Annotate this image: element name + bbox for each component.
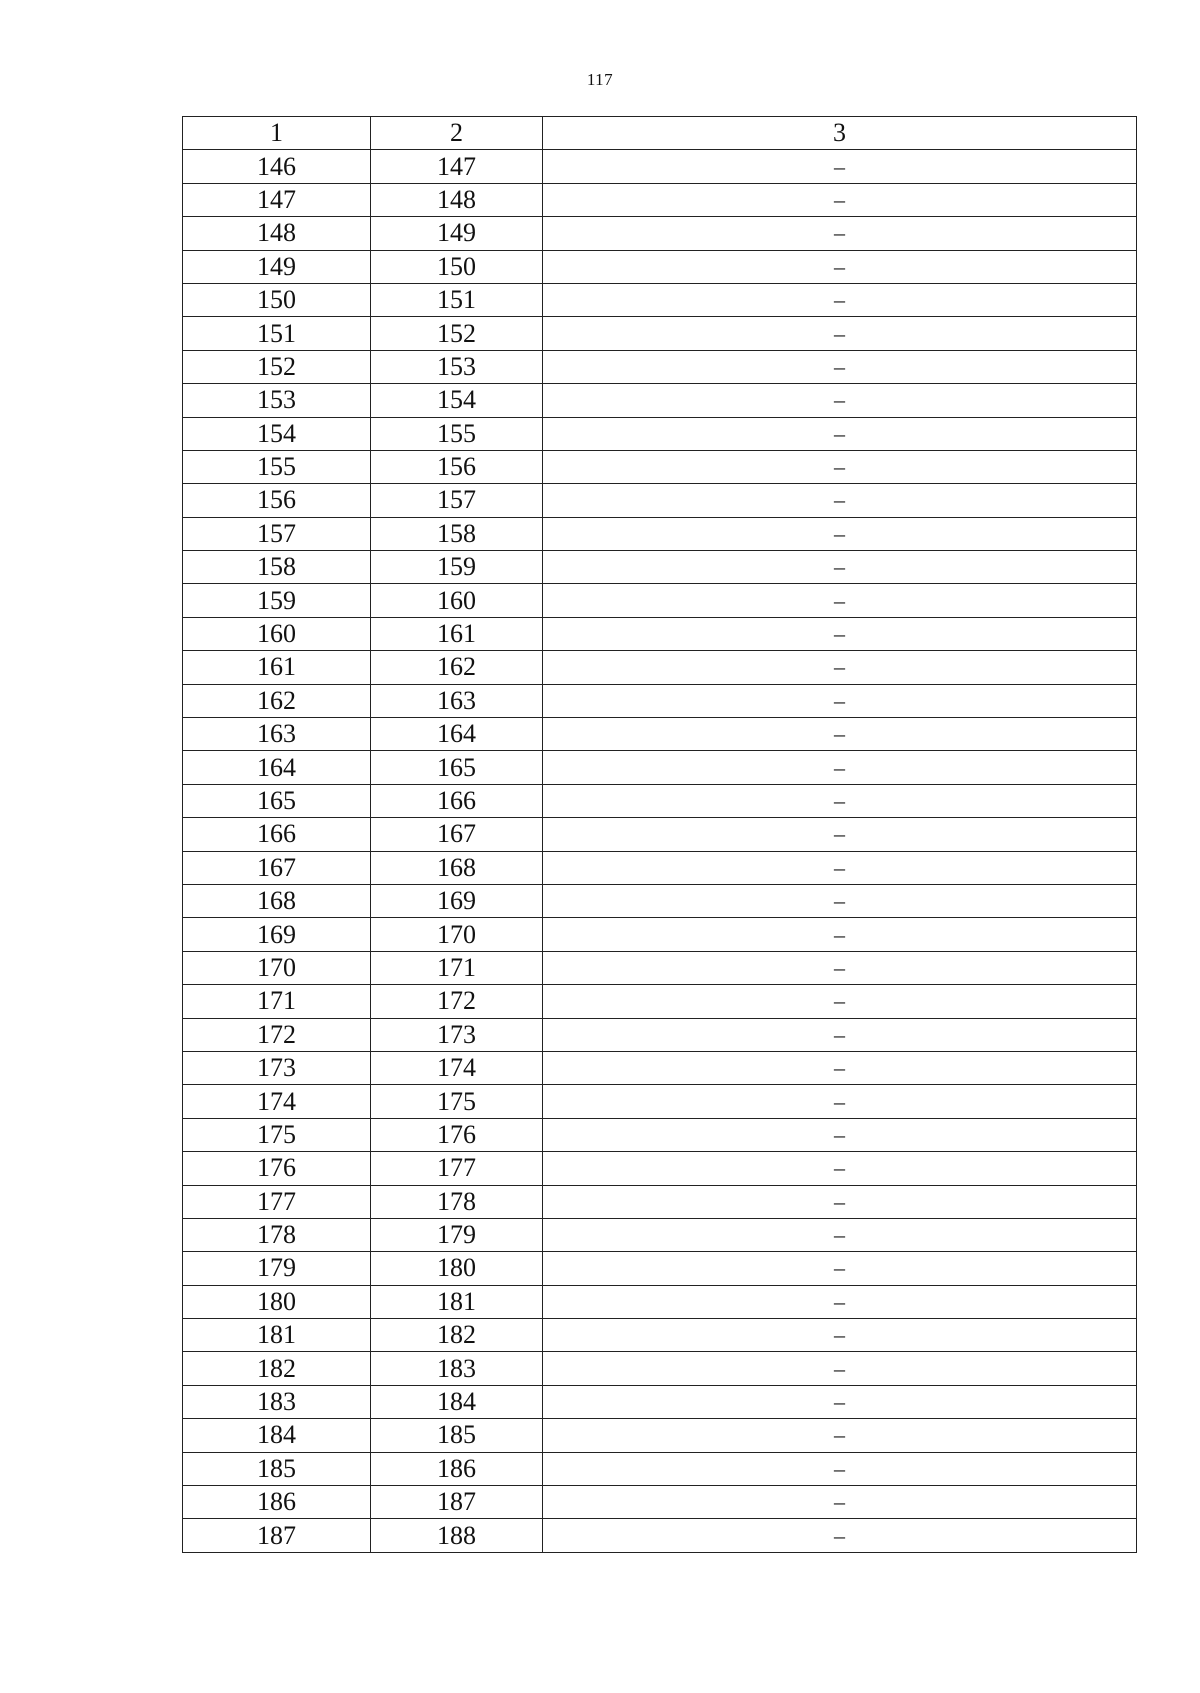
table-cell-col-1: 183 (183, 1385, 371, 1418)
table-cell-col-3: – (543, 684, 1137, 717)
table-row (183, 1419, 1137, 1452)
table-cell-col-3: – (543, 751, 1137, 784)
table-cell-col-3: – (543, 1285, 1137, 1318)
table-row (183, 718, 1137, 751)
column-header-1: 1 (183, 117, 371, 150)
table-cell-col-2: 186 (371, 1452, 543, 1485)
table-cell-col-3: – (543, 517, 1137, 550)
table-cell-col-1: 175 (183, 1118, 371, 1151)
table-cell-col-3: – (543, 951, 1137, 984)
table-cell-col-3: – (543, 1085, 1137, 1118)
table-cell-col-2: 157 (371, 484, 543, 517)
table-cell-col-3: – (543, 350, 1137, 383)
table-cell-col-2: 148 (371, 183, 543, 216)
table-cell-col-1: 172 (183, 1018, 371, 1051)
table-row (183, 517, 1137, 550)
table-cell-col-1: 164 (183, 751, 371, 784)
table-cell-col-1: 171 (183, 985, 371, 1018)
table-cell-col-3: – (543, 784, 1137, 817)
table-cell-col-2: 163 (371, 684, 543, 717)
table-cell-col-2: 161 (371, 617, 543, 650)
table-row (183, 1319, 1137, 1352)
table-row (183, 1051, 1137, 1084)
page-number: 117 (586, 70, 614, 89)
table-row (183, 350, 1137, 383)
table-cell-col-3: – (543, 150, 1137, 183)
table-cell-col-1: 180 (183, 1285, 371, 1318)
table-row (183, 1486, 1137, 1519)
table-cell-col-3: – (543, 283, 1137, 316)
table-row (183, 217, 1137, 250)
table-cell-col-1: 154 (183, 417, 371, 450)
table-cell-col-1: 176 (183, 1152, 371, 1185)
table-row (183, 283, 1137, 316)
table-cell-col-2: 165 (371, 751, 543, 784)
table-row (183, 584, 1137, 617)
table-row (183, 384, 1137, 417)
table-cell-col-2: 176 (371, 1118, 543, 1151)
table-cell-col-2: 149 (371, 217, 543, 250)
table-cell-col-2: 147 (371, 150, 543, 183)
table-cell-col-1: 162 (183, 684, 371, 717)
column-header-2: 2 (371, 117, 543, 150)
table-cell-col-1: 167 (183, 851, 371, 884)
table-cell-col-1: 184 (183, 1419, 371, 1452)
table-cell-col-1: 182 (183, 1352, 371, 1385)
table-cell-col-1: 179 (183, 1252, 371, 1285)
table-cell-col-2: 171 (371, 951, 543, 984)
table-cell-col-1: 166 (183, 818, 371, 851)
table-row (183, 651, 1137, 684)
table-cell-col-3: – (543, 551, 1137, 584)
table-cell-col-2: 178 (371, 1185, 543, 1218)
table-cell-col-3: – (543, 250, 1137, 283)
table-cell-col-3: – (543, 1152, 1137, 1185)
table-cell-col-2: 160 (371, 584, 543, 617)
table-cell-col-2: 170 (371, 918, 543, 951)
table-cell-col-2: 159 (371, 551, 543, 584)
table-cell-col-2: 181 (371, 1285, 543, 1318)
table-cell-col-3: – (543, 1218, 1137, 1251)
table-row (183, 1352, 1137, 1385)
table-cell-col-3: – (543, 1185, 1137, 1218)
table-row (183, 918, 1137, 951)
table-cell-col-2: 173 (371, 1018, 543, 1051)
table-row (183, 183, 1137, 216)
table-cell-col-2: 185 (371, 1419, 543, 1452)
table-cell-col-1: 155 (183, 450, 371, 483)
table-row (183, 818, 1137, 851)
table-row (183, 684, 1137, 717)
table-cell-col-2: 152 (371, 317, 543, 350)
table-cell-col-1: 153 (183, 384, 371, 417)
table-cell-col-2: 175 (371, 1085, 543, 1118)
table-cell-col-1: 158 (183, 551, 371, 584)
table-cell-col-1: 150 (183, 283, 371, 316)
table-row (183, 450, 1137, 483)
table-cell-col-3: – (543, 1051, 1137, 1084)
table-row (183, 1018, 1137, 1051)
table-cell-col-2: 174 (371, 1051, 543, 1084)
table-cell-col-3: – (543, 851, 1137, 884)
table-cell-col-2: 184 (371, 1385, 543, 1418)
table-cell-col-3: – (543, 417, 1137, 450)
table-row (183, 751, 1137, 784)
table-cell-col-3: – (543, 1352, 1137, 1385)
table-cell-col-2: 168 (371, 851, 543, 884)
table-cell-col-1: 170 (183, 951, 371, 984)
table-row (183, 417, 1137, 450)
table-cell-col-3: – (543, 584, 1137, 617)
table-cell-col-3: – (543, 384, 1137, 417)
table-cell-col-3: – (543, 183, 1137, 216)
table-row (183, 1519, 1137, 1552)
table-cell-col-1: 156 (183, 484, 371, 517)
table-row (183, 1085, 1137, 1118)
table-cell-col-1: 185 (183, 1452, 371, 1485)
table-cell-col-3: – (543, 651, 1137, 684)
table-row (183, 1285, 1137, 1318)
table-cell-col-2: 182 (371, 1319, 543, 1352)
table-cell-col-1: 152 (183, 350, 371, 383)
table-cell-col-1: 181 (183, 1319, 371, 1352)
table-cell-col-2: 150 (371, 250, 543, 283)
table-cell-col-3: – (543, 1452, 1137, 1485)
table-row (183, 617, 1137, 650)
table-cell-col-3: – (543, 450, 1137, 483)
table-cell-col-1: 146 (183, 150, 371, 183)
table-cell-col-1: 159 (183, 584, 371, 617)
table-cell-col-1: 186 (183, 1486, 371, 1519)
table-cell-col-3: – (543, 1018, 1137, 1051)
table-cell-col-1: 168 (183, 884, 371, 917)
table-header (183, 117, 1137, 150)
table-cell-col-1: 178 (183, 1218, 371, 1251)
table-row (183, 851, 1137, 884)
table-cell-col-2: 153 (371, 350, 543, 383)
table-cell-col-2: 183 (371, 1352, 543, 1385)
table-row (183, 1252, 1137, 1285)
table-cell-col-2: 155 (371, 417, 543, 450)
table-cell-col-1: 157 (183, 517, 371, 550)
table-cell-col-2: 179 (371, 1218, 543, 1251)
table-cell-col-3: – (543, 484, 1137, 517)
table-cell-col-3: – (543, 818, 1137, 851)
table-cell-col-2: 164 (371, 718, 543, 751)
table-row (183, 1385, 1137, 1418)
table-row (183, 951, 1137, 984)
table-cell-col-3: – (543, 1118, 1137, 1151)
table-cell-col-1: 151 (183, 317, 371, 350)
table-cell-col-2: 187 (371, 1486, 543, 1519)
table-cell-col-2: 156 (371, 450, 543, 483)
table-container (182, 116, 1136, 1553)
table-cell-col-3: – (543, 1385, 1137, 1418)
table-cell-col-3: – (543, 884, 1137, 917)
table-cell-col-3: – (543, 217, 1137, 250)
header-row (183, 117, 1137, 150)
table-cell-col-3: – (543, 1519, 1137, 1552)
table-cell-col-3: – (543, 617, 1137, 650)
table-row (183, 1218, 1137, 1251)
table-cell-col-1: 165 (183, 784, 371, 817)
table-row (183, 1185, 1137, 1218)
table-cell-col-1: 177 (183, 1185, 371, 1218)
table-row (183, 250, 1137, 283)
table-cell-col-2: 180 (371, 1252, 543, 1285)
table-cell-col-3: – (543, 718, 1137, 751)
table-cell-col-2: 169 (371, 884, 543, 917)
table-cell-col-3: – (543, 1486, 1137, 1519)
table-cell-col-1: 173 (183, 1051, 371, 1084)
table-cell-col-1: 174 (183, 1085, 371, 1118)
column-header-3: 3 (543, 117, 1137, 150)
table-row (183, 1118, 1137, 1151)
table-row (183, 1152, 1137, 1185)
table-cell-col-3: – (543, 918, 1137, 951)
table-cell-col-1: 149 (183, 250, 371, 283)
table-cell-col-1: 148 (183, 217, 371, 250)
table-cell-col-3: – (543, 985, 1137, 1018)
table-cell-col-2: 177 (371, 1152, 543, 1185)
data-table (182, 116, 1137, 1553)
table-cell-col-2: 166 (371, 784, 543, 817)
table-cell-col-2: 154 (371, 384, 543, 417)
table-row (183, 784, 1137, 817)
table-cell-col-1: 161 (183, 651, 371, 684)
table-cell-col-3: – (543, 1252, 1137, 1285)
table-body (183, 150, 1137, 1552)
table-cell-col-3: – (543, 1419, 1137, 1452)
table-cell-col-3: – (543, 317, 1137, 350)
table-cell-col-1: 187 (183, 1519, 371, 1552)
table-cell-col-1: 163 (183, 718, 371, 751)
table-row (183, 1452, 1137, 1485)
table-cell-col-1: 147 (183, 183, 371, 216)
table-cell-col-1: 169 (183, 918, 371, 951)
table-row (183, 985, 1137, 1018)
table-row (183, 484, 1137, 517)
table-cell-col-2: 151 (371, 283, 543, 316)
table-row (183, 317, 1137, 350)
table-row (183, 884, 1137, 917)
table-cell-col-2: 172 (371, 985, 543, 1018)
table-cell-col-3: – (543, 1319, 1137, 1352)
table-cell-col-1: 160 (183, 617, 371, 650)
table-row (183, 150, 1137, 183)
table-cell-col-2: 158 (371, 517, 543, 550)
table-cell-col-2: 167 (371, 818, 543, 851)
table-cell-col-2: 188 (371, 1519, 543, 1552)
table-row (183, 551, 1137, 584)
table-cell-col-2: 162 (371, 651, 543, 684)
